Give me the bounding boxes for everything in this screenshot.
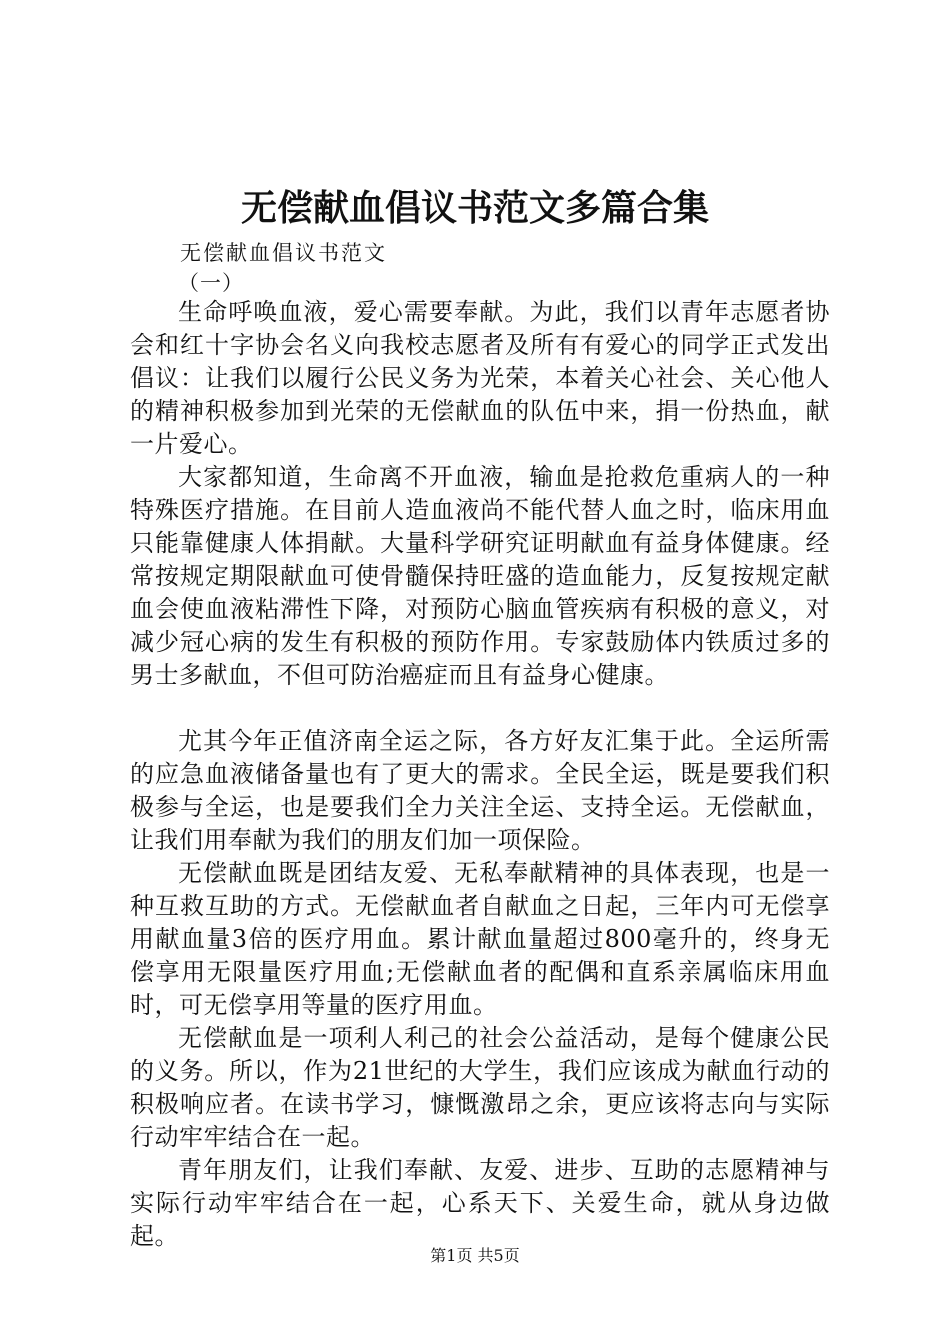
page-footer: 第1页 共5页 [430,1246,520,1265]
paragraph-1: 生命呼唤血液，爱心需要奉献。为此，我们以青年志愿者协会和红十字协会名义向我校志愿者及所有有爱心的同学正式发出倡议：让我们以履行公民义务为光荣，本着关心社会、关心他人的精神积极参加到光荣的无偿献血的队伍中来，捐一份热血，献一片爱心。 [130,298,830,458]
paragraph-3: 尤其今年正值济南全运之际，各方好友汇集于此。全运所需的应急血液储备量也有了更大的需求。全民全运，既是要我们积极参与全运，也是要我们全力关注全运、支持全运。无偿献血，让我们用奉献为我们的朋友们加一项保险。 [130,727,830,854]
paragraph-5: 无偿献血是一项利人利己的社会公益活动，是每个健康公民的义务。所以，作为21世纪的大学生，我们应该成为献血行动的积极响应者。在读书学习，慷慨激昂之余，更应该将志向与实际行动牢牢结合在一起。 [130,1024,830,1151]
document-title: 无偿献血倡议书范文多篇合集 [240,187,709,229]
document-body [130,296,830,1253]
section-number: （一） [178,271,244,295]
paragraph-6: 青年朋友们，让我们奉献、友爱、进步、互助的志愿精神与实际行动牢牢结合在一起，心系天下、关爱生命，就从身边做起。 [130,1156,830,1250]
document-subtitle: 无偿献血倡议书范文 [180,241,387,265]
paragraph-4: 无偿献血既是团结友爱、无私奉献精神的具体表现，也是一种互救互助的方式。无偿献血者自献血之日起，三年内可无偿享用献血量3倍的医疗用血。累计献血量超过800毫升的，终身无偿享用无限量医疗用血;无偿献血者的配偶和直系亲属临床用血时，可无偿享用等量的医疗用血。 [130,859,830,1019]
paragraph-gap [130,692,830,725]
paragraph-2: 大家都知道，生命离不开血液，输血是抢救危重病人的一种特殊医疗措施。在目前人造血液尚不能代替人血之时，临床用血只能靠健康人体捐献。大量科学研究证明献血有益身体健康。经常按规定期限献血可使骨髓保持旺盛的造血能力，反复按规定献血会使血液粘滞性下降，对预防心脑血管疾病有积极的意义，对减少冠心病的发生有积极的预防作用。专家鼓励体内铁质过多的男士多献血，不但可防治癌症而且有益身心健康。 [130,463,830,689]
